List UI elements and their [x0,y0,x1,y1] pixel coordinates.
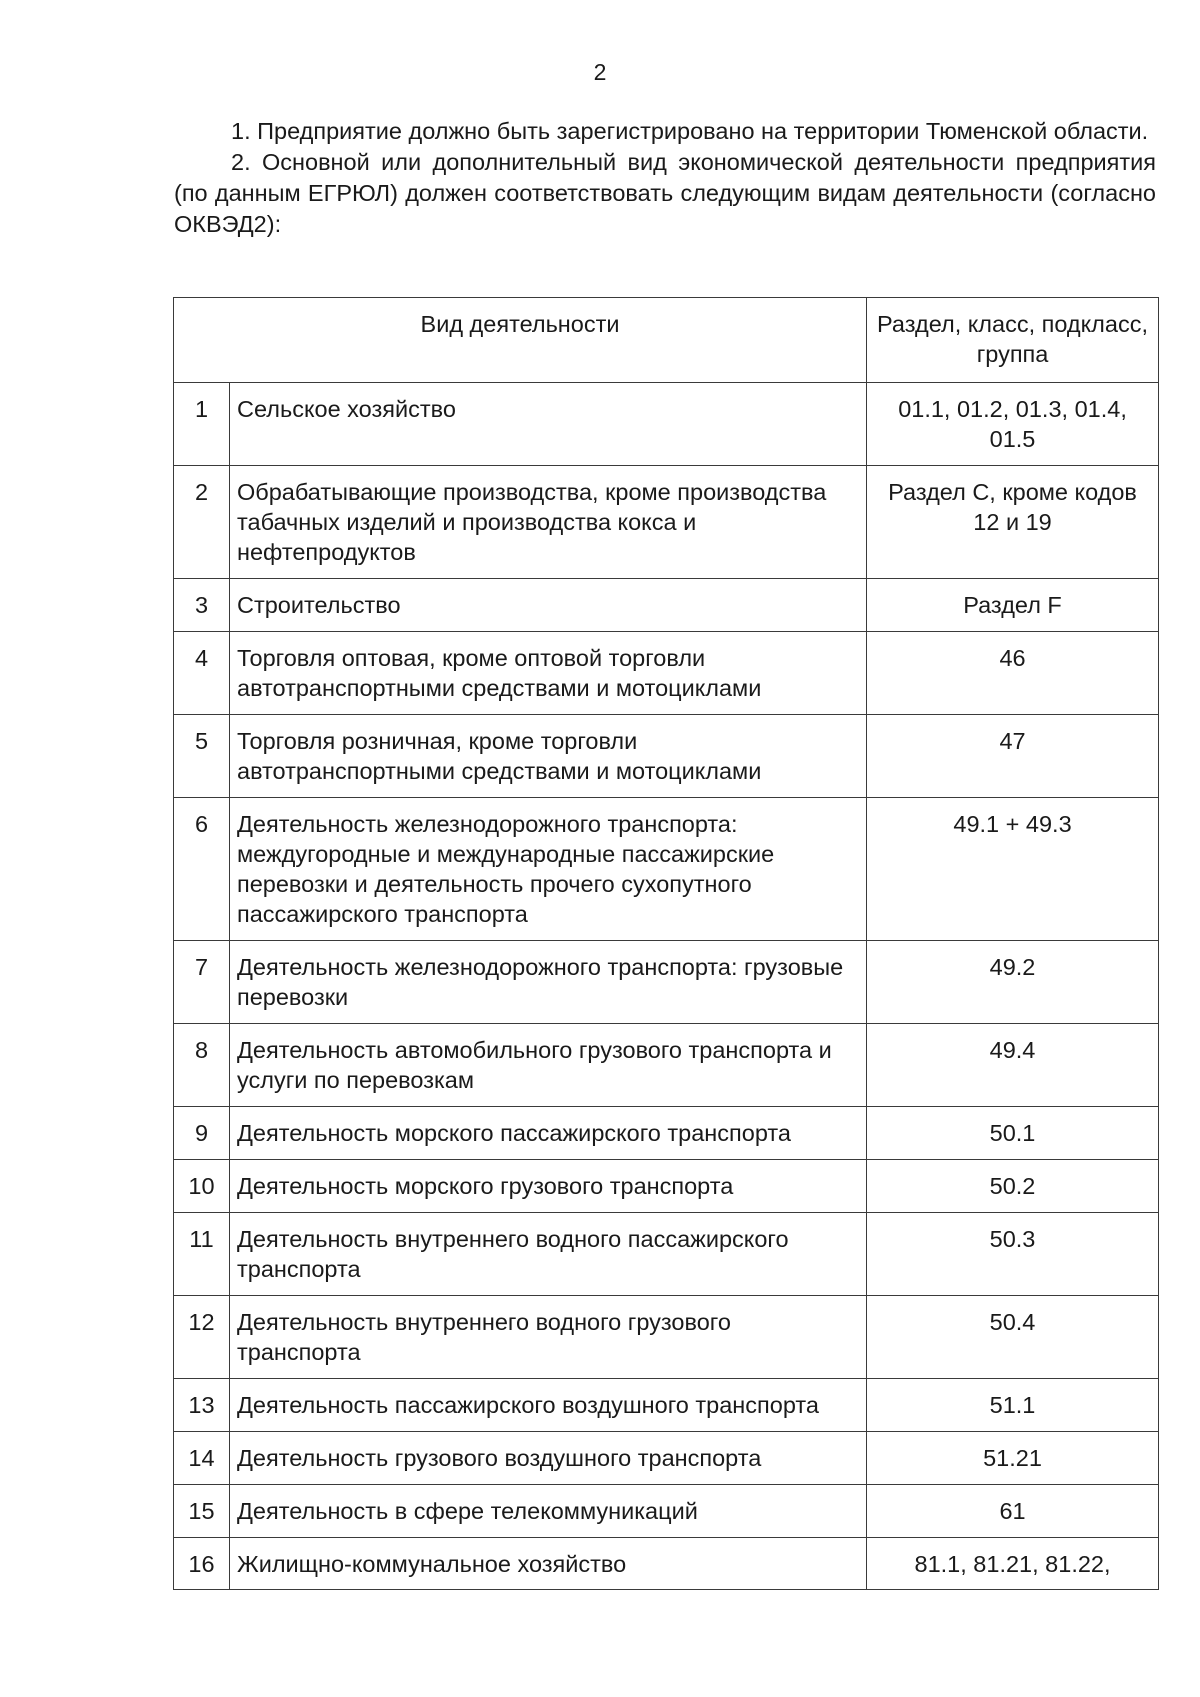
table-row [174,1538,1159,1590]
row-number: 11 [174,1213,230,1296]
row-number: 7 [174,941,230,1024]
table-row [174,1160,1159,1213]
table-row [174,941,1159,1024]
row-number: 4 [174,632,230,715]
row-number: 2 [174,466,230,579]
okved-code: 61 [867,1485,1159,1538]
intro-paragraph-1: 1. Предприятие должно быть зарегистрировано на территории Тюменской области. [231,118,1149,144]
row-number: 9 [174,1107,230,1160]
row-number: 13 [174,1379,230,1432]
row-number: 1 [174,383,230,466]
okved-code: 49.4 [867,1024,1159,1107]
table-row [174,383,1159,466]
table-row [174,1213,1159,1296]
activity-name: Строительство [230,579,867,632]
activity-name: Деятельность грузового воздушного транспорта [230,1432,867,1485]
activity-name: Деятельность пассажирского воздушного транспорта [230,1379,867,1432]
table-row [174,1379,1159,1432]
header-code: Раздел, класс, подкласс, группа [867,298,1159,383]
activity-name: Торговля розничная, кроме торговли автотранспортными средствами и мотоциклами [230,715,867,798]
activity-name: Деятельность морского пассажирского транспорта [230,1107,867,1160]
okved-code: 49.1 + 49.3 [867,798,1159,941]
okved-code: 50.3 [867,1213,1159,1296]
table-row [174,579,1159,632]
intro-paragraph-2: 2. Основной или дополнительный вид экономической деятельности предприятия (по данным ЕГРЮЛ) должен соответствовать следующим видам деятельности (согласно ОКВЭД2): [174,149,1156,237]
activity-name: Деятельность автомобильного грузового транспорта и услуги по перевозкам [230,1024,867,1107]
table-row [174,466,1159,579]
intro-text [174,116,1156,240]
okved-code: 51.21 [867,1432,1159,1485]
row-number: 8 [174,1024,230,1107]
activity-name: Деятельность в сфере телекоммуникаций [230,1485,867,1538]
okved-code: 01.1, 01.2, 01.3, 01.4, 01.5 [867,383,1159,466]
okved-code: 50.2 [867,1160,1159,1213]
table-row [174,1107,1159,1160]
activity-name: Жилищно-коммунальное хозяйство [230,1538,867,1590]
row-number: 10 [174,1160,230,1213]
activities-table [173,297,1159,1590]
page-number: 2 [593,59,607,85]
activity-name: Деятельность внутреннего водного грузового транспорта [230,1296,867,1379]
table-header-row [174,298,1159,383]
okved-code: 51.1 [867,1379,1159,1432]
row-number: 12 [174,1296,230,1379]
table-row [174,632,1159,715]
activity-name: Деятельность железнодорожного транспорта: междугородные и международные пассажирские перевозки и деятельность прочего сухопутного пассажирского транспорта [230,798,867,941]
table-row [174,715,1159,798]
okved-code: Раздел С, кроме кодов 12 и 19 [867,466,1159,579]
activity-name: Обрабатывающие производства, кроме производства табачных изделий и производства кокса и нефтепродуктов [230,466,867,579]
okved-code: 47 [867,715,1159,798]
row-number: 14 [174,1432,230,1485]
okved-code: 50.1 [867,1107,1159,1160]
table-row [174,1432,1159,1485]
activity-name: Деятельность морского грузового транспорта [230,1160,867,1213]
row-number: 15 [174,1485,230,1538]
okved-code: 46 [867,632,1159,715]
table-row [174,1024,1159,1107]
table-row [174,1296,1159,1379]
row-number: 5 [174,715,230,798]
activity-name: Торговля оптовая, кроме оптовой торговли автотранспортными средствами и мотоциклами [230,632,867,715]
table-row [174,798,1159,941]
activity-name: Сельское хозяйство [230,383,867,466]
header-activity: Вид деятельности [174,298,867,383]
row-number: 16 [174,1538,230,1590]
okved-code: 81.1, 81.21, 81.22, [867,1538,1159,1590]
row-number: 3 [174,579,230,632]
okved-code: Раздел F [867,579,1159,632]
activity-name: Деятельность железнодорожного транспорта: грузовые перевозки [230,941,867,1024]
activity-name: Деятельность внутреннего водного пассажирского транспорта [230,1213,867,1296]
table-row [174,1485,1159,1538]
okved-code: 50.4 [867,1296,1159,1379]
row-number: 6 [174,798,230,941]
okved-code: 49.2 [867,941,1159,1024]
